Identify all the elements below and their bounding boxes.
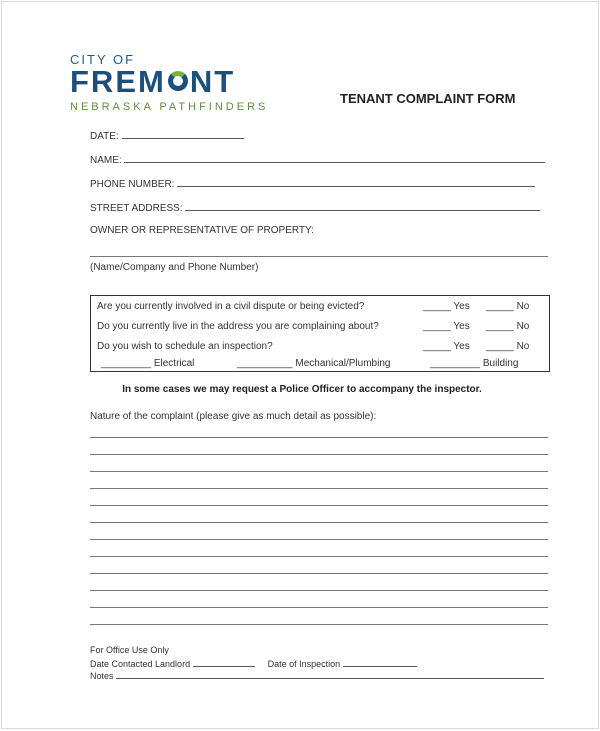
yes-option[interactable]: _____ Yes — [423, 301, 470, 312]
landlord-contact-blank[interactable] — [193, 657, 255, 667]
form-title: TENANT COMPLAINT FORM — [340, 91, 516, 106]
notes-row — [90, 669, 544, 681]
no-option[interactable]: _____ No — [486, 321, 530, 332]
logo-brand-left: FREM — [70, 64, 166, 99]
name-blank[interactable] — [124, 153, 545, 163]
name-field[interactable] — [90, 153, 545, 166]
inspection-date-blank[interactable] — [343, 657, 417, 667]
form-page — [1, 1, 599, 729]
street-blank[interactable] — [185, 201, 540, 211]
office-dates-row — [90, 657, 417, 669]
questions-box — [90, 295, 550, 372]
phone-blank[interactable] — [177, 177, 535, 187]
no-option[interactable]: _____ No — [486, 341, 530, 352]
question-text: Are you currently involved in a civil dispute or being evicted? — [97, 301, 365, 312]
mechanical-plumbing-option[interactable]: __________ Mechanical/Plumbing — [237, 358, 391, 369]
complaint-line[interactable] — [90, 454, 548, 455]
electrical-option[interactable]: _________ Electrical — [101, 358, 195, 369]
phone-label: PHONE NUMBER: — [90, 179, 175, 190]
logo-tagline: NEBRASKA PATHFINDERS — [70, 101, 269, 113]
complaint-line[interactable] — [90, 556, 548, 557]
police-notice: In some cases we may request a Police Officer to accompany the inspector. — [122, 384, 482, 395]
logo-city-of: CITY OF — [70, 52, 136, 67]
complaint-line[interactable] — [90, 522, 548, 523]
complaint-line[interactable] — [90, 505, 548, 506]
inspection-date-label: Date of Inspection — [267, 659, 341, 669]
question-text: Do you currently live in the address you are complaining about? — [97, 321, 379, 332]
complaint-line[interactable] — [90, 624, 548, 625]
complaint-line[interactable] — [90, 607, 548, 608]
notes-blank[interactable] — [116, 669, 544, 679]
date-blank[interactable] — [122, 129, 244, 139]
owner-label: OWNER OR REPRESENTATIVE OF PROPERTY: — [90, 225, 314, 236]
owner-blank[interactable] — [90, 256, 548, 257]
building-option[interactable]: _________ Building — [430, 358, 519, 369]
street-label: STREET ADDRESS: — [90, 203, 183, 214]
landlord-contact-label: Date Contacted Landlord — [90, 659, 191, 669]
notes-label: Notes — [90, 671, 114, 681]
question-row — [97, 301, 543, 312]
date-label: DATE: — [90, 131, 119, 142]
fremont-logo — [70, 52, 268, 113]
office-use-heading: For Office Use Only — [90, 645, 169, 655]
logo-o-ring-icon — [168, 71, 188, 91]
question-row — [97, 341, 543, 352]
question-row — [97, 321, 543, 332]
logo-brand — [70, 64, 268, 99]
logo-brand-right: NT — [189, 64, 236, 99]
date-field[interactable] — [90, 129, 244, 142]
complaint-line[interactable] — [90, 539, 548, 540]
phone-field[interactable] — [90, 177, 535, 190]
complaint-line[interactable] — [90, 573, 548, 574]
yes-option[interactable]: _____ Yes — [423, 341, 470, 352]
complaint-line[interactable] — [90, 590, 548, 591]
owner-hint: (Name/Company and Phone Number) — [90, 262, 259, 273]
yes-option[interactable]: _____ Yes — [423, 321, 470, 332]
no-option[interactable]: _____ No — [486, 301, 530, 312]
complaint-line[interactable] — [90, 471, 548, 472]
complaint-line[interactable] — [90, 488, 548, 489]
street-field[interactable] — [90, 201, 540, 214]
nature-label: Nature of the complaint (please give as much detail as possible): — [90, 411, 377, 422]
name-label: NAME: — [90, 155, 122, 166]
complaint-line[interactable] — [90, 437, 548, 438]
question-text: Do you wish to schedule an inspection? — [97, 341, 273, 352]
